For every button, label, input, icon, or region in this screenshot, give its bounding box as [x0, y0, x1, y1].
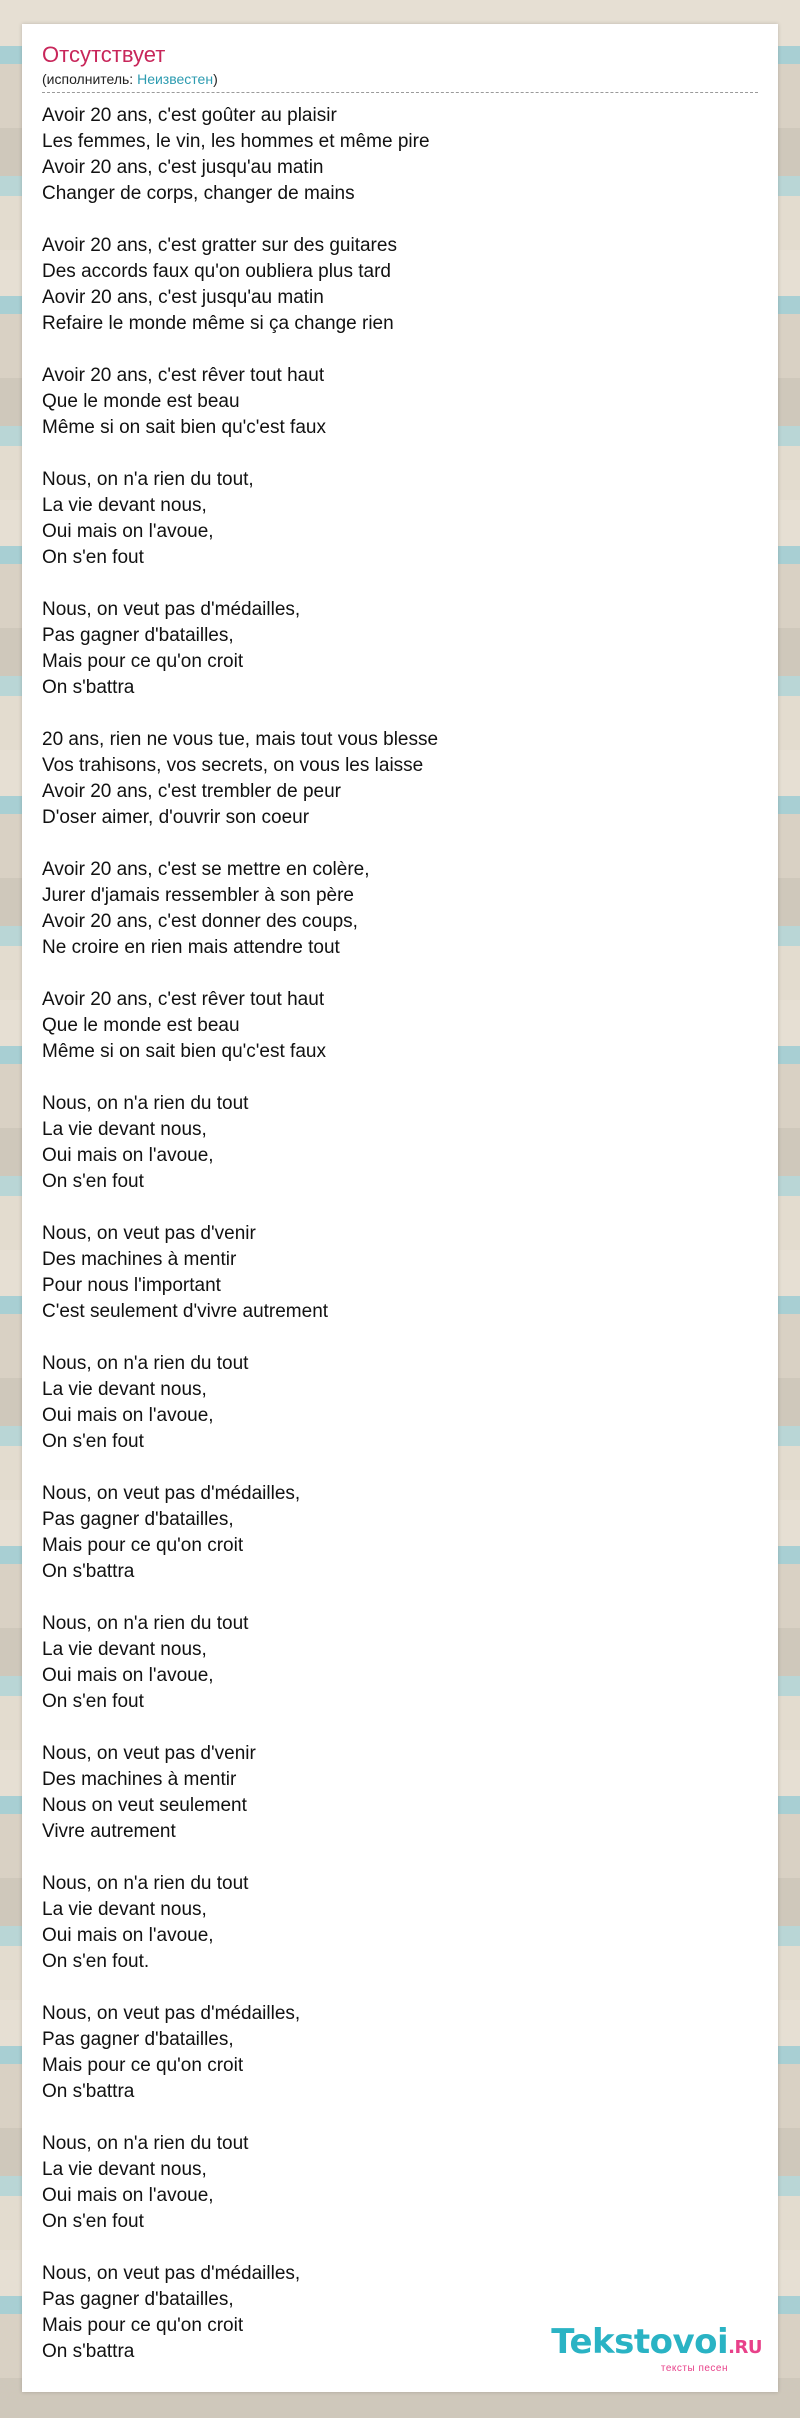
- lyrics-stanza: [42, 1481, 758, 1585]
- lyrics-stanza: [42, 727, 758, 831]
- lyrics-line: Oui mais on l'avoue,: [42, 1145, 214, 1166]
- lyrics-line: Nous, on veut pas d'venir: [42, 1743, 256, 1764]
- lyrics-line: Nous, on veut pas d'médailles,: [42, 1483, 301, 1504]
- lyrics-line: Vos trahisons, vos secrets, on vous les laisse: [42, 755, 424, 776]
- lyrics-line: Mais pour ce qu'on croit: [42, 2055, 244, 2076]
- lyrics-line: Aovir 20 ans, c'est jusqu'au matin: [42, 287, 324, 308]
- lyrics-line: On s'en fout: [42, 2211, 144, 2232]
- site-logo[interactable]: [551, 2322, 762, 2374]
- lyrics-line: Nous, on n'a rien du tout: [42, 2133, 249, 2154]
- lyrics-line: Avoir 20 ans, c'est trembler de peur: [42, 781, 341, 802]
- lyrics-line: Avoir 20 ans, c'est se mettre en colère,: [42, 859, 370, 880]
- lyrics-line: Les femmes, le vin, les hommes et même pire: [42, 131, 430, 152]
- lyrics-line: Oui mais on l'avoue,: [42, 2185, 214, 2206]
- lyrics-stanza: [42, 1091, 758, 1195]
- lyrics-line: Nous, on n'a rien du tout: [42, 1873, 249, 1894]
- lyrics-line: Nous, on n'a rien du tout: [42, 1353, 249, 1374]
- lyrics-line: Nous, on veut pas d'médailles,: [42, 2003, 301, 2024]
- lyrics-line: Avoir 20 ans, c'est rêver tout haut: [42, 989, 325, 1010]
- lyrics-line: On s'battra: [42, 677, 135, 698]
- lyrics-line: On s'en fout.: [42, 1951, 150, 1972]
- lyrics-stanza: [42, 597, 758, 701]
- lyrics-line: Pas gagner d'batailles,: [42, 2289, 234, 2310]
- lyrics-line: Vivre autrement: [42, 1821, 176, 1842]
- lyrics-stanza: [42, 1611, 758, 1715]
- lyrics-line: On s'battra: [42, 2341, 135, 2362]
- lyrics-stanza: [42, 363, 758, 441]
- lyrics-line: C'est seulement d'vivre autrement: [42, 1301, 329, 1322]
- logo-tld: .RU: [728, 2337, 762, 2358]
- lyrics-line: Des machines à mentir: [42, 1249, 237, 1270]
- lyrics-line: Mais pour ce qu'on croit: [42, 651, 244, 672]
- lyrics-stanza: [42, 103, 758, 207]
- song-title: Отсутствует: [42, 42, 166, 67]
- lyrics-line: D'oser aimer, d'ouvrir son coeur: [42, 807, 310, 828]
- lyrics-line: Même si on sait bien qu'c'est faux: [42, 1041, 326, 1062]
- lyrics-line: Jurer d'jamais ressembler à son père: [42, 885, 354, 906]
- artist-suffix: ): [213, 71, 218, 87]
- lyrics-line: Nous, on veut pas d'venir: [42, 1223, 256, 1244]
- lyrics-line: Nous, on veut pas d'médailles,: [42, 2263, 301, 2284]
- lyrics-line: Nous, on n'a rien du tout,: [42, 469, 254, 490]
- lyrics-line: Changer de corps, changer de mains: [42, 183, 355, 204]
- lyrics-line: On s'en fout: [42, 1691, 144, 1712]
- lyrics-line: 20 ans, rien ne vous tue, mais tout vous blesse: [42, 729, 439, 750]
- lyrics-line: Avoir 20 ans, c'est gratter sur des guitares: [42, 235, 397, 256]
- lyrics-line: On s'en fout: [42, 547, 144, 568]
- lyrics-line: La vie devant nous,: [42, 495, 207, 516]
- lyrics-line: Oui mais on l'avoue,: [42, 1665, 214, 1686]
- artist-link[interactable]: Неизвестен: [137, 71, 214, 87]
- lyrics-line: On s'en fout: [42, 1431, 144, 1452]
- lyrics-line: On s'en fout: [42, 1171, 144, 1192]
- lyrics-line: Pas gagner d'batailles,: [42, 625, 234, 646]
- artist-prefix: (исполнитель:: [42, 71, 138, 87]
- lyrics-line: Mais pour ce qu'on croit: [42, 1535, 244, 1556]
- lyrics-stanza: [42, 1221, 758, 1325]
- lyrics-line: Nous on veut seulement: [42, 1795, 247, 1816]
- lyrics-line: Des machines à mentir: [42, 1769, 237, 1790]
- lyrics-line: Avoir 20 ans, c'est goûter au plaisir: [42, 105, 337, 126]
- lyrics-line: Oui mais on l'avoue,: [42, 521, 214, 542]
- header-divider: [42, 92, 758, 93]
- lyrics-line: Avoir 20 ans, c'est jusqu'au matin: [42, 157, 324, 178]
- lyrics-stanza: [42, 2131, 758, 2235]
- lyrics-line: Nous, on veut pas d'médailles,: [42, 599, 301, 620]
- lyrics-stanza: [42, 2001, 758, 2105]
- lyrics-stanza: [42, 467, 758, 571]
- lyrics-line: La vie devant nous,: [42, 1899, 207, 1920]
- lyrics-line: Pour nous l'important: [42, 1275, 221, 1296]
- lyrics-stanza: [42, 1871, 758, 1975]
- lyrics-line: La vie devant nous,: [42, 1119, 207, 1140]
- lyrics-line: Mais pour ce qu'on croit: [42, 2315, 244, 2336]
- lyrics-body: [42, 103, 758, 2365]
- lyrics-line: Que le monde est beau: [42, 391, 240, 412]
- lyrics-line: On s'battra: [42, 1561, 135, 1582]
- lyrics-line: Nous, on n'a rien du tout: [42, 1613, 249, 1634]
- lyrics-stanza: [42, 233, 758, 337]
- lyrics-stanza: [42, 1351, 758, 1455]
- lyrics-line: Avoir 20 ans, c'est rêver tout haut: [42, 365, 325, 386]
- lyrics-line: Pas gagner d'batailles,: [42, 2029, 234, 2050]
- lyrics-stanza: [42, 987, 758, 1065]
- lyrics-line: Des accords faux qu'on oubliera plus tard: [42, 261, 391, 282]
- logo-tagline: тексты песен: [660, 2363, 728, 2374]
- lyrics-line: Pas gagner d'batailles,: [42, 1509, 234, 1530]
- lyrics-card: [22, 24, 778, 2392]
- lyrics-line: On s'battra: [42, 2081, 135, 2102]
- lyrics-line: Oui mais on l'avoue,: [42, 1405, 214, 1426]
- artist-line: [42, 70, 758, 88]
- logo-main-text: Tekstovoi: [551, 2322, 729, 2362]
- lyrics-line: Que le monde est beau: [42, 1015, 240, 1036]
- logo-wordmark: [551, 2322, 762, 2365]
- lyrics-line: La vie devant nous,: [42, 2159, 207, 2180]
- lyrics-stanza: [42, 1741, 758, 1845]
- lyrics-line: Refaire le monde même si ça change rien: [42, 313, 394, 334]
- lyrics-stanza: [42, 857, 758, 961]
- lyrics-line: Avoir 20 ans, c'est donner des coups,: [42, 911, 358, 932]
- lyrics-line: Même si on sait bien qu'c'est faux: [42, 417, 326, 438]
- lyrics-line: La vie devant nous,: [42, 1379, 207, 1400]
- lyrics-line: La vie devant nous,: [42, 1639, 207, 1660]
- lyrics-line: Ne croire en rien mais attendre tout: [42, 937, 340, 958]
- lyrics-line: Oui mais on l'avoue,: [42, 1925, 214, 1946]
- lyrics-line: Nous, on n'a rien du tout: [42, 1093, 249, 1114]
